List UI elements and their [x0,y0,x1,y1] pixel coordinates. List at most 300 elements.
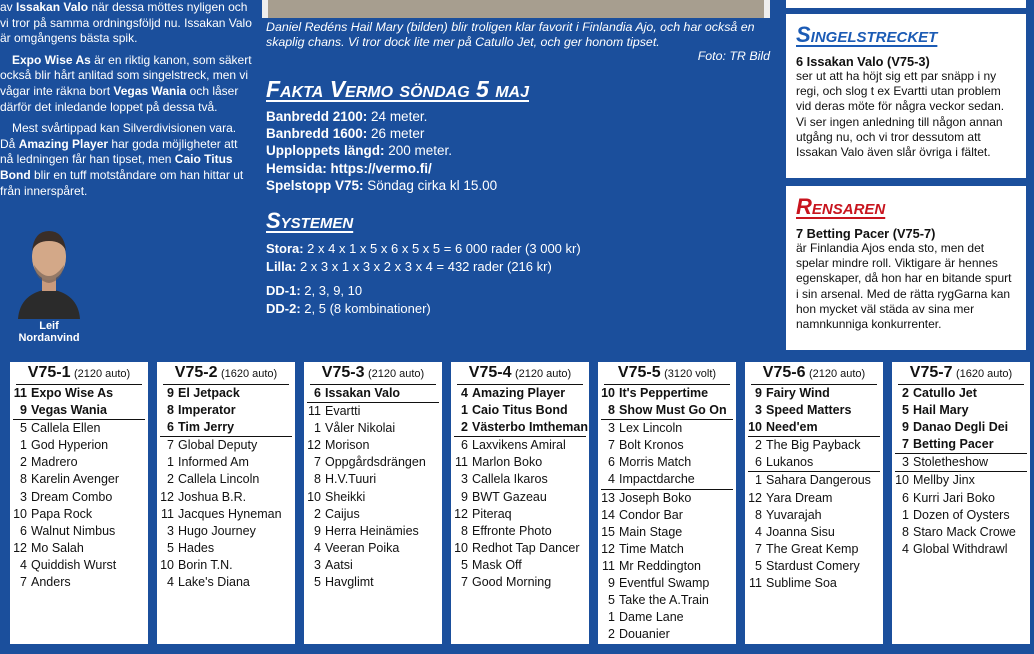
horse-number: 11 [749,576,762,591]
fakta-row: Banbredd 2100: 24 meter. [266,109,428,124]
horse-number: 4 [608,472,615,487]
horse-name: Dream Combo [31,489,113,504]
race-distance: (2120 auto) [367,368,425,380]
race-name: V75-5 [617,364,661,381]
horse-name: Effronte Photo [472,523,552,538]
horse-number: 7 [314,455,321,470]
horse-row [598,541,736,558]
horse-name: Joanna Sisu [766,524,835,539]
horse-name: Aatsi [325,557,353,572]
horse-name: Herra Heinämies [325,523,419,538]
horse-row [892,472,1030,489]
horse-row [892,454,1030,471]
horse-row [10,437,148,454]
singelstrecket-horse: 6 Issakan Valo (V75-3) [796,54,930,69]
horse-number: 3 [167,523,174,538]
horse-row [157,419,295,436]
horse-number: 8 [755,507,762,522]
horse-name: Global Withdrawl [913,541,1008,556]
horse-number: 3 [314,557,321,572]
horse-row [892,507,1030,524]
paragraph-2: Expo Wise As är en riktig kanon, som säkert också blir hårt anlitad som singelstreck, men vi vågar inte räkna bort Vegas Wania och låser därför det inledande loppet på dessa två. [0,52,252,114]
horse-row [157,437,295,454]
horse-number: 10 [13,506,27,521]
horse-row [304,437,442,454]
horse-number: 6 [314,386,321,400]
horse-number: 7 [461,575,468,590]
horse-number: 4 [902,541,909,556]
horse-row [892,436,1030,453]
horse-number: 9 [20,403,27,418]
horse-number: 5 [461,557,468,572]
horse-name: Kurri Jari Boko [913,490,995,505]
horse-row [304,523,442,540]
horse-number: 9 [608,576,615,591]
horse-number: 5 [608,593,615,608]
horse-row [892,385,1030,402]
horse-row [745,524,883,541]
horse-name: Catullo Jet [913,386,977,400]
fakta-row: Hemsida: https://vermo.fi/ [266,160,432,176]
horse-name: Informed Am [178,455,249,470]
horse-number: 9 [461,489,468,504]
horse-row [451,437,589,454]
horse-name: Sheikki [325,489,366,504]
race-table-2 [157,362,295,644]
horse-number: 5 [20,421,27,436]
horse-number: 12 [454,506,468,521]
horse-row [10,420,148,437]
horse-number: 6 [167,420,174,435]
horse-row [157,385,295,402]
fakta-heading: Fakta Vermo söndag 5 maj [266,76,529,102]
horse-name: Issakan Valo [325,386,401,400]
photo-credit: Foto: TR Bild [697,49,770,64]
horse-name: Mellby Jinx [913,473,975,488]
horse-row [10,506,148,523]
horse-name: H.V.Tuuri [325,472,377,487]
horse-name: Speed Matters [766,403,852,418]
horse-number: 9 [755,386,762,400]
horse-name: Havglimt [325,575,374,590]
horse-name: Main Stage [619,524,683,539]
horse-name: Lukanos [766,455,814,470]
horse-name: Morison [325,438,370,453]
horse-name: Joseph Boko [619,490,692,505]
horse-number: 8 [902,524,909,539]
systemen-list [266,240,581,317]
horse-row [10,454,148,471]
horse-row [745,541,883,558]
horse-number: 1 [902,507,909,522]
horse-row [451,402,589,419]
horse-number: 2 [20,455,27,470]
horse-number: 12 [307,438,321,453]
horse-number: 4 [461,386,468,400]
horse-row [745,437,883,454]
horse-row [157,454,295,471]
race-distance: (2120 auto) [73,368,131,380]
horse-name: Madrero [31,455,78,470]
horse-row [598,437,736,454]
horse-number: 8 [461,523,468,538]
horse-number: 1 [608,610,615,625]
horse-row [892,419,1030,436]
system-stora: Stora: 2 x 4 x 1 x 5 x 6 x 5 x 5 = 6 000 rader (3 000 kr) [266,241,581,256]
horse-name: Callela Lincoln [178,472,260,487]
horse-name: Good Morning [472,575,552,590]
horse-row [598,626,736,643]
race-table-5 [598,362,736,644]
horse-row [304,403,442,420]
fakta-list [266,108,497,194]
horse-row [304,506,442,523]
horse-number: 10 [601,386,615,400]
horse-name: The Great Kemp [766,541,859,556]
race-name: V75-4 [468,364,512,381]
horse-name: Anders [31,575,71,590]
paragraph-1: av Issakan Valo när dessa möttes nyligen och vi tror på samma ordningsföljd nu. Issakan Valo är omgångens bästa spik. [0,0,252,46]
horse-row [598,609,736,626]
horse-row [598,402,736,419]
race-name: V75-1 [27,364,71,381]
horse-name: Caio Titus Bond [472,403,568,418]
horse-number: 12 [160,489,174,504]
horse-name: Danao Degli Dei [913,420,1009,435]
race-header [10,365,148,382]
system-dd1: DD-1: 2, 3, 9, 10 [266,283,363,298]
horse-number: 5 [902,403,909,418]
horse-number: 3 [608,421,615,436]
horse-number: 2 [608,627,615,642]
horse-number: 8 [167,403,174,418]
horse-number: 11 [602,558,615,573]
horse-row [892,541,1030,558]
horse-name: Borin T.N. [178,557,233,572]
horse-row [10,385,148,402]
rensaren-horse: 7 Betting Pacer (V75-7) [796,226,936,241]
horse-row [304,557,442,574]
horse-row [745,575,883,592]
horse-number: 3 [461,472,468,487]
horse-row [745,419,883,436]
horse-name: Lex Lincoln [619,421,683,436]
horse-name: Global Deputy [178,438,258,453]
horse-name: Mr Reddington [619,558,701,573]
race-header [157,365,295,382]
horse-number: 3 [20,489,27,504]
race-header [598,365,736,382]
horse-row [598,490,736,507]
horse-name: It's Peppertime [619,386,709,400]
horse-row [598,558,736,575]
horse-name: Lake's Diana [178,575,250,590]
horse-row [745,490,883,507]
horse-number: 3 [902,455,909,470]
horse-row [451,506,589,523]
horse-name: Västerbo Imtheman [472,420,589,435]
horse-number: 5 [755,558,762,573]
top-right-box [786,0,1026,8]
horse-row [157,574,295,591]
horse-name: Imperator [178,403,236,418]
horse-row [157,506,295,523]
horse-row [451,489,589,506]
horse-number: 8 [608,403,615,418]
horse-name: Hades [178,540,215,555]
horse-number: 1 [167,455,174,470]
horse-row [451,419,589,436]
horse-number: 11 [161,506,174,521]
horse-number: 10 [454,540,468,555]
horse-name: Bolt Kronos [619,438,684,453]
horse-row [892,524,1030,541]
horse-name: Take the A.Train [619,593,709,608]
horse-number: 6 [461,438,468,453]
horse-name: God Hyperion [31,438,109,453]
horse-name: Laxvikens Amiral [472,438,566,453]
horse-name: Staro Mack Crowe [913,524,1016,539]
horse-name: Walnut Nimbus [31,523,116,538]
race-distance: (2120 auto) [808,368,866,380]
race-photo [262,0,770,18]
horse-number: 4 [20,557,27,572]
horse-number: 11 [308,404,321,419]
horse-name: Hugo Journey [178,523,256,538]
fakta-row: Upploppets längd: 200 meter. [266,143,453,159]
horse-name: Mask Off [472,557,522,572]
horse-row [745,454,883,471]
horse-row [451,557,589,574]
horse-number: 2 [461,420,468,435]
horse-name: Stoletheshow [913,455,989,470]
race-distance: (1620 auto) [220,368,278,380]
author-name: Leif Nordanvind [18,320,80,344]
horse-row [745,472,883,489]
horse-row [304,574,442,591]
horse-name: Yuvarajah [766,507,822,522]
horse-row [10,471,148,488]
horse-row [10,557,148,574]
system-lilla: Lilla: 2 x 3 x 1 x 3 x 2 x 3 x 4 = 432 rader (216 kr) [266,258,552,274]
rensaren-heading: Rensaren [796,194,886,219]
horse-row [304,540,442,557]
horse-row [10,540,148,557]
horse-number: 2 [167,472,174,487]
race-distance: (3120 volt) [664,368,717,380]
horse-number: 12 [748,490,762,505]
horse-row [10,523,148,540]
horse-name: Sublime Soa [766,576,837,591]
race-header [892,365,1030,382]
horse-number: 10 [160,557,174,572]
horse-row [451,471,589,488]
horse-row [598,592,736,609]
horse-name: Impactdarche [619,472,695,487]
horse-number: 7 [20,575,27,590]
horse-number: 1 [461,403,468,418]
race-name: V75-7 [909,364,953,381]
horse-number: 12 [601,541,615,556]
horse-name: The Big Payback [766,438,861,453]
race-table-1 [10,362,148,644]
horse-name: Eventful Swamp [619,576,710,591]
horse-number: 9 [167,386,174,400]
paragraph-3: Mest svårtippad kan Silverdivisionen vara. Då Amazing Player har goda möjligheter att nå ledningen får han tipset, men Caio Titus Bond blir en tuff motståndare om han hittar ut från innerspåret. [0,121,244,198]
horse-row [157,402,295,419]
horse-row [745,507,883,524]
race-table-7 [892,362,1030,644]
horse-name: Marlon Boko [472,455,543,470]
horse-name: Piteraq [472,506,512,521]
horse-name: Karelin Avenger [31,472,120,487]
singelstrecket-heading: Singelstrecket [796,22,938,47]
horse-row [892,490,1030,507]
horse-name: Jacques Hyneman [178,506,282,521]
horse-name: Joshua B.R. [178,489,247,504]
horse-number: 6 [902,490,909,505]
systemen-heading: Systemen [266,208,354,233]
fakta-row: Banbredd 1600: 26 meter [266,126,425,142]
system-dd2: DD-2: 2, 5 (8 kombinationer) [266,300,431,316]
horse-name: Oppgårdsdrängen [325,455,426,470]
horse-name: Redhot Tap Dancer [472,540,580,555]
horse-number: 2 [902,386,909,400]
rensaren-box [786,186,1026,350]
horse-number: 4 [314,540,321,555]
horse-name: Sahara Dangerous [766,473,871,488]
horse-number: 4 [167,575,174,590]
horse-number: 7 [902,437,909,452]
horse-number: 8 [20,472,27,487]
horse-number: 5 [167,540,174,555]
horse-row [598,454,736,471]
caption-text: Daniel Redéns Hail Mary (bilden) blir troligen klar favorit i Finlandia Ajo, och har också en skaplig chans. Vi tror dock lite mer på Catullo Jet, och ger honom tipset. [266,20,755,49]
horse-number: 9 [902,420,909,435]
horse-row [598,385,736,402]
photo-caption [266,20,770,64]
horse-name: Betting Pacer [913,437,994,452]
horse-number: 3 [755,403,762,418]
horse-name: Yara Dream [766,490,833,505]
race-name: V75-6 [762,364,806,381]
race-distance: (2120 auto) [514,368,572,380]
horse-name: Fairy Wind [766,386,830,400]
horse-number: 2 [755,438,762,453]
horse-name: Quiddish Wurst [31,557,117,572]
horse-number: 10 [748,420,762,435]
fakta-row: Spelstopp V75: Söndag cirka kl 15.00 [266,177,498,193]
horse-name: Morris Match [619,455,692,470]
horse-name: Callela Ikaros [472,472,548,487]
horse-row [157,489,295,506]
race-name: V75-3 [321,364,365,381]
horse-number: 10 [307,489,321,504]
horse-name: Våler Nikolai [325,421,396,436]
rensaren-text: är Finlandia Ajos enda sto, men det spelar mindre roll. Viktigare är hennes egenskaper, då hon har en bitande spurt i sin arsenal. Med de rätta rygGarna kan hon mycket väl städa av sina mer namnkunniga konkurrenter. [796,241,1012,332]
horse-name: Time Match [619,541,684,556]
race-table-3 [304,362,442,644]
horse-number: 11 [13,386,27,400]
horse-row [157,471,295,488]
horse-number: 6 [608,455,615,470]
horse-name: Dozen of Oysters [913,507,1010,522]
horse-number: 12 [13,540,27,555]
horse-number: 1 [20,438,27,453]
horse-row [157,540,295,557]
horse-number: 4 [755,524,762,539]
horse-name: Condor Bar [619,507,683,522]
horse-name: El Jetpack [178,386,240,400]
horse-name: Tim Jerry [178,420,235,435]
horse-name: Amazing Player [472,386,566,400]
horse-number: 2 [314,506,321,521]
race-name: V75-2 [174,364,218,381]
horse-name: Stardust Comery [766,558,860,573]
horse-row [10,402,148,419]
horse-number: 6 [755,455,762,470]
horse-row [598,524,736,541]
horse-number: 1 [755,473,762,488]
horse-row [451,454,589,471]
race-header [451,365,589,382]
horse-row [451,574,589,591]
horse-row [10,489,148,506]
horse-row [745,558,883,575]
horse-row [451,540,589,557]
horse-name: Need'em [766,420,818,435]
horse-row [157,557,295,574]
horse-name: Callela Ellen [31,421,101,436]
horse-row [157,523,295,540]
horse-number: 8 [314,472,321,487]
singelstrecket-text: ser ut att ha höjt sig ett par snäpp i ny regi, och slog t ex Evartti utan problem vid deras möte för några veckor sedan. Vi ser ingen anledning till någon annan utgång nu, och vi tror dessutom att Issakan Valo även slår övriga i fältet. [796,69,1005,160]
singelstrecket-box [786,14,1026,178]
horse-row [745,385,883,402]
horse-number: 11 [455,455,468,470]
horse-number: 14 [601,507,615,522]
horse-number: 7 [608,438,615,453]
horse-name: Hail Mary [913,403,969,418]
horse-name: Expo Wise As [31,386,114,400]
horse-row [304,454,442,471]
horse-name: Mo Salah [31,540,84,555]
horse-row [598,575,736,592]
horse-row [451,523,589,540]
horse-number: 7 [755,541,762,556]
horse-row [451,385,589,402]
race-table-4 [451,362,589,644]
horse-row [304,489,442,506]
horse-number: 15 [601,524,615,539]
horse-row [598,507,736,524]
race-header [745,365,883,382]
race-header [304,365,442,382]
horse-number: 9 [314,523,321,538]
horse-row [304,385,442,402]
horse-row [10,574,148,591]
horse-row [598,420,736,437]
horse-row [304,471,442,488]
horse-name: Douanier [619,627,670,642]
author-avatar [12,219,86,319]
horse-number: 6 [20,523,27,538]
horse-number: 5 [314,575,321,590]
horse-number: 13 [601,490,615,505]
race-table-6 [745,362,883,644]
horse-row [598,471,736,488]
horse-number: 10 [895,473,909,488]
